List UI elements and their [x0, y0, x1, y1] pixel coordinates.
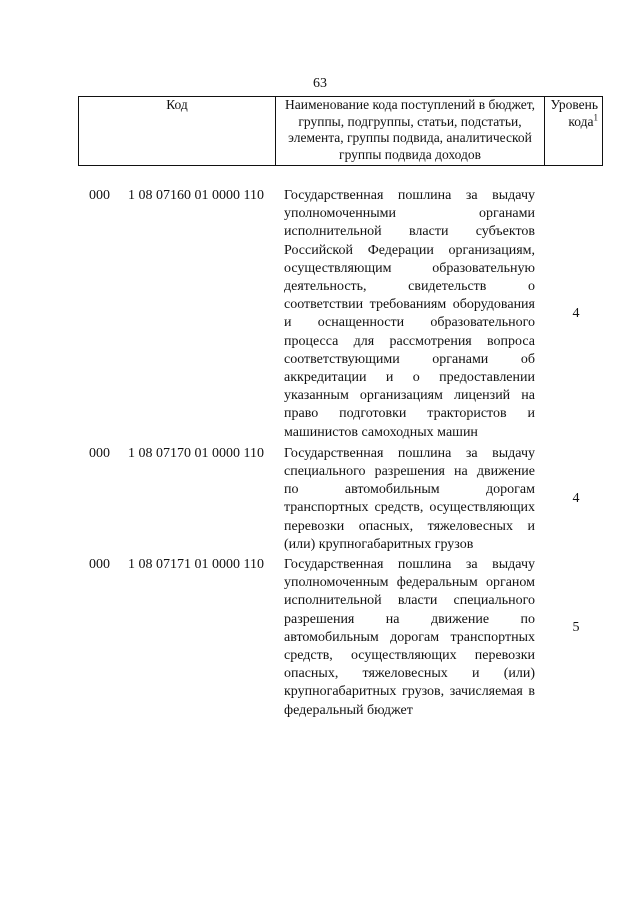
revenue-name: Государственная пошлина за выдачу уполномоченными органами исполнительной власти субъектов Российской Федерации организациям, осуществляющим образовательную деятельность, свидетельств о соответствии требованиям оборудования и оснащенности образовательного процесса для рассмотрения вопроса соответствующими органами об аккредитации и о предоставлении указанным организациям лицензий на право подготовки трактористов и машинистов самоходных машин	[284, 188, 535, 440]
admin-code: 000	[89, 445, 110, 461]
header-level-footnote: 1	[593, 112, 598, 122]
revenue-code: 1 08 07170 01 0000 110	[128, 445, 264, 461]
revenue-name: Государственная пошлина за выдачу специального разрешения на движение по автомобильным дорогам транспортных средств, осуществляющих перевозки опасных, тяжеловесных и (или) крупногабаритных грузов	[284, 445, 535, 552]
code-level: 4	[572, 490, 580, 506]
table-row	[0, 556, 640, 720]
revenue-code: 1 08 07171 01 0000 110	[128, 557, 264, 573]
page-number: 63	[313, 76, 327, 91]
header-level	[545, 97, 603, 166]
header-code: Код	[79, 97, 276, 166]
revenue-code: 1 08 07160 01 0000 110	[128, 188, 264, 203]
code-level: 5	[572, 620, 580, 636]
code-level: 4	[572, 306, 580, 321]
table-row	[0, 445, 640, 554]
revenue-name: Государственная пошлина за выдачу уполномоченным федеральным органом исполнительной власти специального разрешения на движение по автомобильным дорогам транспортных средств, осуществляющих перевозки опасных, тяжеловесных и (или) крупногабаритных грузов, зачисляемая в федеральный бюджет	[284, 557, 535, 718]
table-row	[0, 187, 640, 442]
header-level-label: Уровень кода	[550, 97, 598, 129]
admin-code: 000	[89, 188, 110, 203]
revenue-code-list	[0, 187, 640, 720]
header-name: Наименование кода поступлений в бюджет, группы, подгруппы, статьи, подстатьи, элемента, группы подвида, аналитической группы подвида доходов	[276, 97, 545, 166]
header-table	[78, 96, 603, 166]
admin-code: 000	[89, 557, 110, 573]
